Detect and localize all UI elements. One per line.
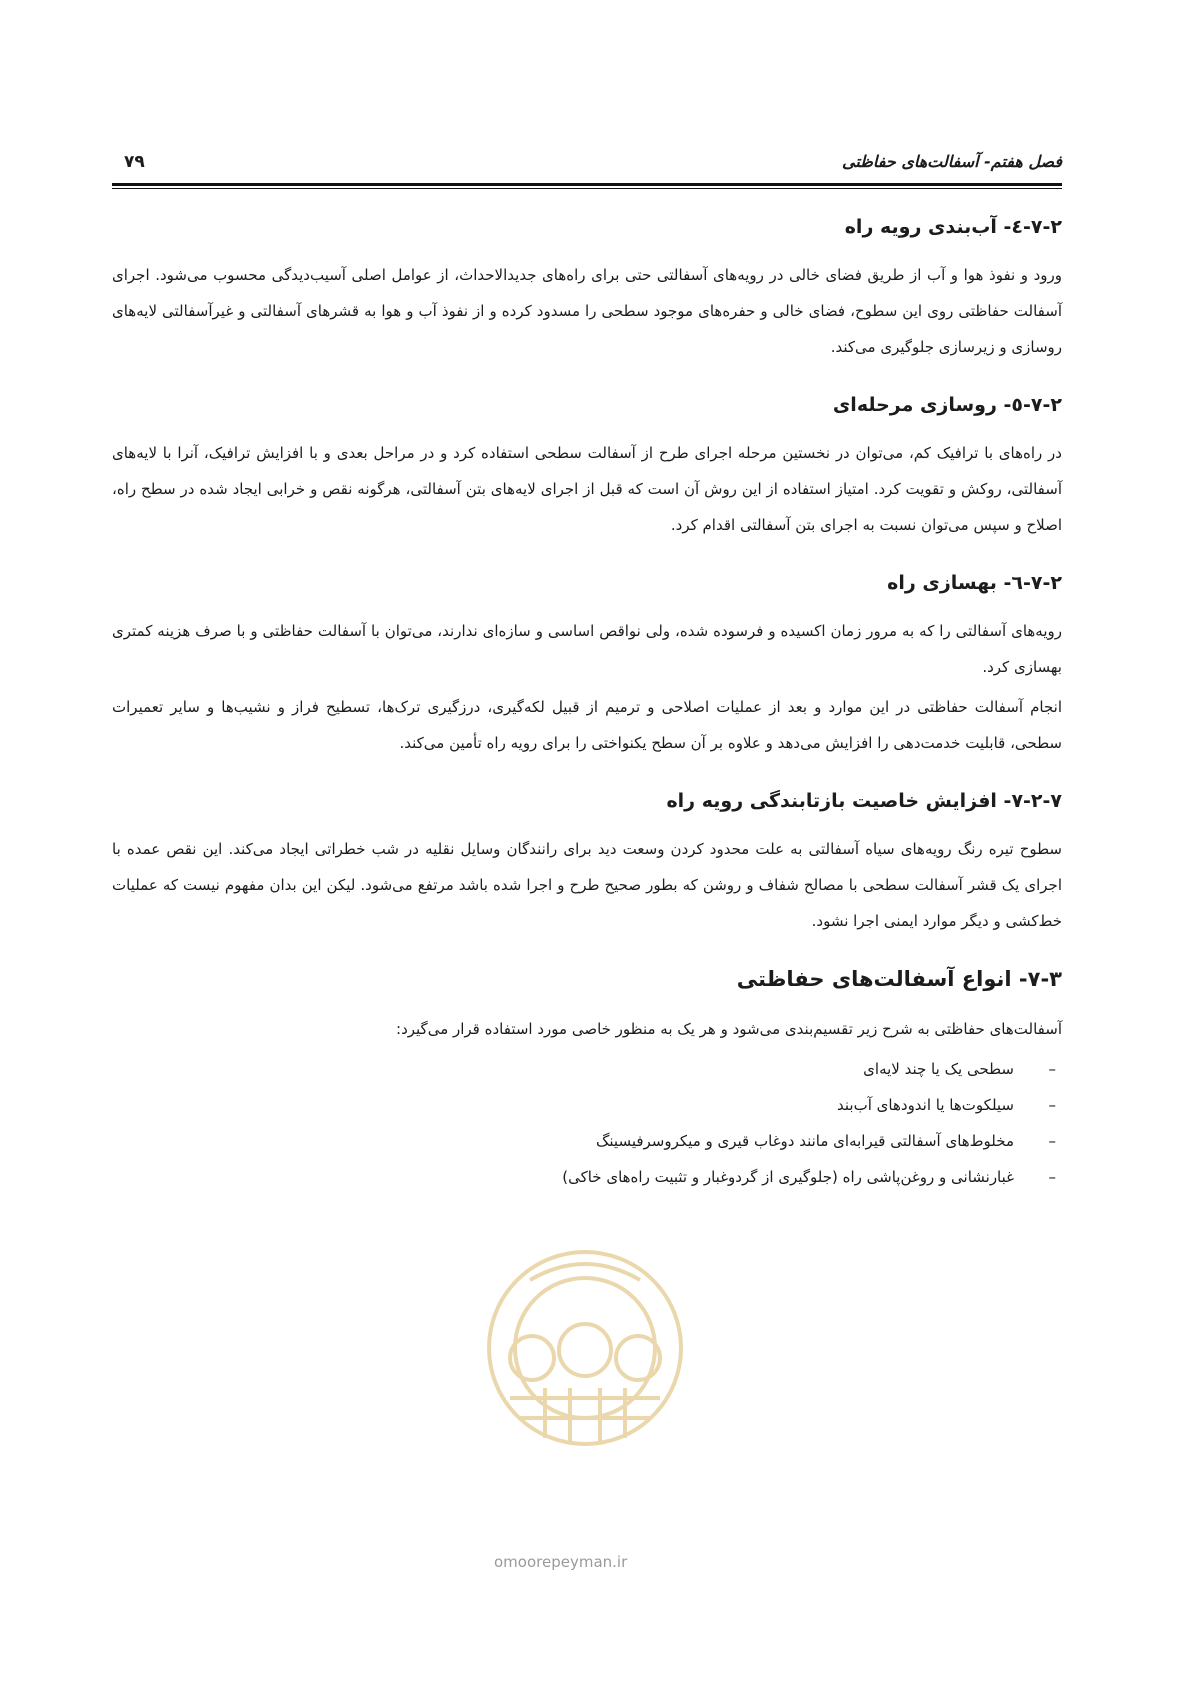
paragraph: رویه‌های آسفالتی را که به مرور زمان اکسیده و فرسوده شده، ولی نواقص اساسی و سازه‌ای ندارند، می‌توان با آسفالت حفاظتی و با صرف هزینه کمتری بهسازی کرد.: [112, 622, 1062, 676]
paragraph: ورود و نفوذ هوا و آب از طریق فضای خالی در رویه‌های آسفالتی حتی برای راه‌های جدیدالاحداث، از عوامل اصلی آسیب‌دیدگی محسوب می‌شود. اجرای آسفالت حفاظتی روی این سطوح، فضای خالی و حفره‌های موجود سطحی را مسدود کرده و از نفوذ آب و هوا به قشرهای آسفالتی و غیرآسفالتی لایه‌های روسازی و زیرسازی جلوگیری می‌کند.: [112, 266, 1062, 356]
section-waterproofing: [112, 205, 1062, 365]
section-road-rehabilitation: [112, 561, 1062, 761]
section-stage-paving: [112, 383, 1062, 543]
list-intro: آسفالت‌های حفاظتی به شرح زیر تقسیم‌بندی می‌شود و هر یک به منظور خاصی مورد استفاده قرار می‌گیرد:: [396, 1020, 1062, 1038]
section-heading: ۷-۲-٤- آب‌بندی رویه راه: [844, 216, 1062, 238]
types-list: [112, 1051, 1062, 1195]
section-heading: ۷-۳- انواع آسفالت‌های حفاظتی: [736, 967, 1062, 991]
list-item-text: سیلکوت‌ها یا اندودهای آب‌بند: [837, 1096, 1014, 1114]
list-item-text: غبارنشانی و روغن‌پاشی راه (جلوگیری از گردوغبار و تثبیت راه‌های خاکی): [562, 1168, 1014, 1186]
page-header: [112, 146, 1062, 182]
dash-bullet: –: [1048, 1132, 1056, 1150]
section-heading: ۷-۲-۷- افزایش خاصیت بازتابندگی رویه راه: [666, 790, 1062, 812]
paragraph: در راه‌های با ترافیک کم، می‌توان در نخستین مرحله اجرای طرح از آسفالت سطحی استفاده کرد و در مراحل بعدی و با افزایش ترافیک، آنرا با لایه‌های آسفالتی، روکش و تقویت کرد. امتیاز استفاده از این روش آن است که قبل از اجرای لایه‌های بتن آسفالتی، هرگونه نقص و خرابی ایجاد شده در سطح راه، اصلاح و سپس می‌توان نسبت به اجرای بتن آسفالتی اقدام کرد.: [112, 444, 1062, 534]
header-rule-thin: [112, 188, 1062, 189]
paragraph: سطوح تیره رنگ رویه‌های سیاه آسفالتی به علت محدود کردن وسعت دید برای رانندگان وسایل نقلیه در شب خطراتی ایجاد می‌کند. این نقص عمده با اجرای یک قشر آسفالت سطحی با مصالح شفاف و روشن که بطور صحیح طرح و اجرا شده باشد مرتفع می‌شود. لیکن این بدان مفهوم نیست که عملیات خط‌کشی و دیگر موارد ایمنی اجرا نشود.: [112, 840, 1062, 930]
list-item: [112, 1051, 1062, 1087]
dash-bullet: –: [1048, 1168, 1056, 1186]
dash-bullet: –: [1048, 1060, 1056, 1078]
watermark-seal-icon: [470, 1238, 700, 1458]
section-reflectivity: [112, 779, 1062, 939]
section-heading: ۷-۲-٦- بهسازی راه: [887, 572, 1062, 594]
dash-bullet: –: [1048, 1096, 1056, 1114]
header-rule-thick: [112, 183, 1062, 186]
watermark-url: omoorepeyman.ir: [494, 1553, 628, 1571]
section-heading: ۷-۲-٥- روسازی مرحله‌ای: [832, 394, 1062, 416]
list-item-text: مخلوط‌های آسفالتی قیرابه‌ای مانند دوغاب قیری و میکروسرفیسینگ: [595, 1132, 1014, 1150]
list-item: [112, 1087, 1062, 1123]
page-body: [112, 205, 1062, 1195]
list-item: [112, 1123, 1062, 1159]
paragraph: انجام آسفالت حفاظتی در این موارد و بعد از عملیات اصلاحی و ترمیم از قبیل لکه‌گیری، درزگیری ترک‌ها، تسطیح فراز و نشیب‌ها و سایر تعمیرات سطحی، قابلیت خدمت‌دهی را افزایش می‌دهد و علاوه بر آن سطح یکنواختی را برای رویه راه تأمین می‌کند.: [112, 698, 1062, 752]
chapter-title: فصل هفتم- آسفالت‌های حفاظتی: [842, 152, 1062, 171]
section-types: [112, 957, 1062, 1195]
page-number: ۷۹: [124, 152, 145, 172]
list-item-text: سطحی یک یا چند لایه‌ای: [863, 1060, 1014, 1078]
list-item: [112, 1159, 1062, 1195]
